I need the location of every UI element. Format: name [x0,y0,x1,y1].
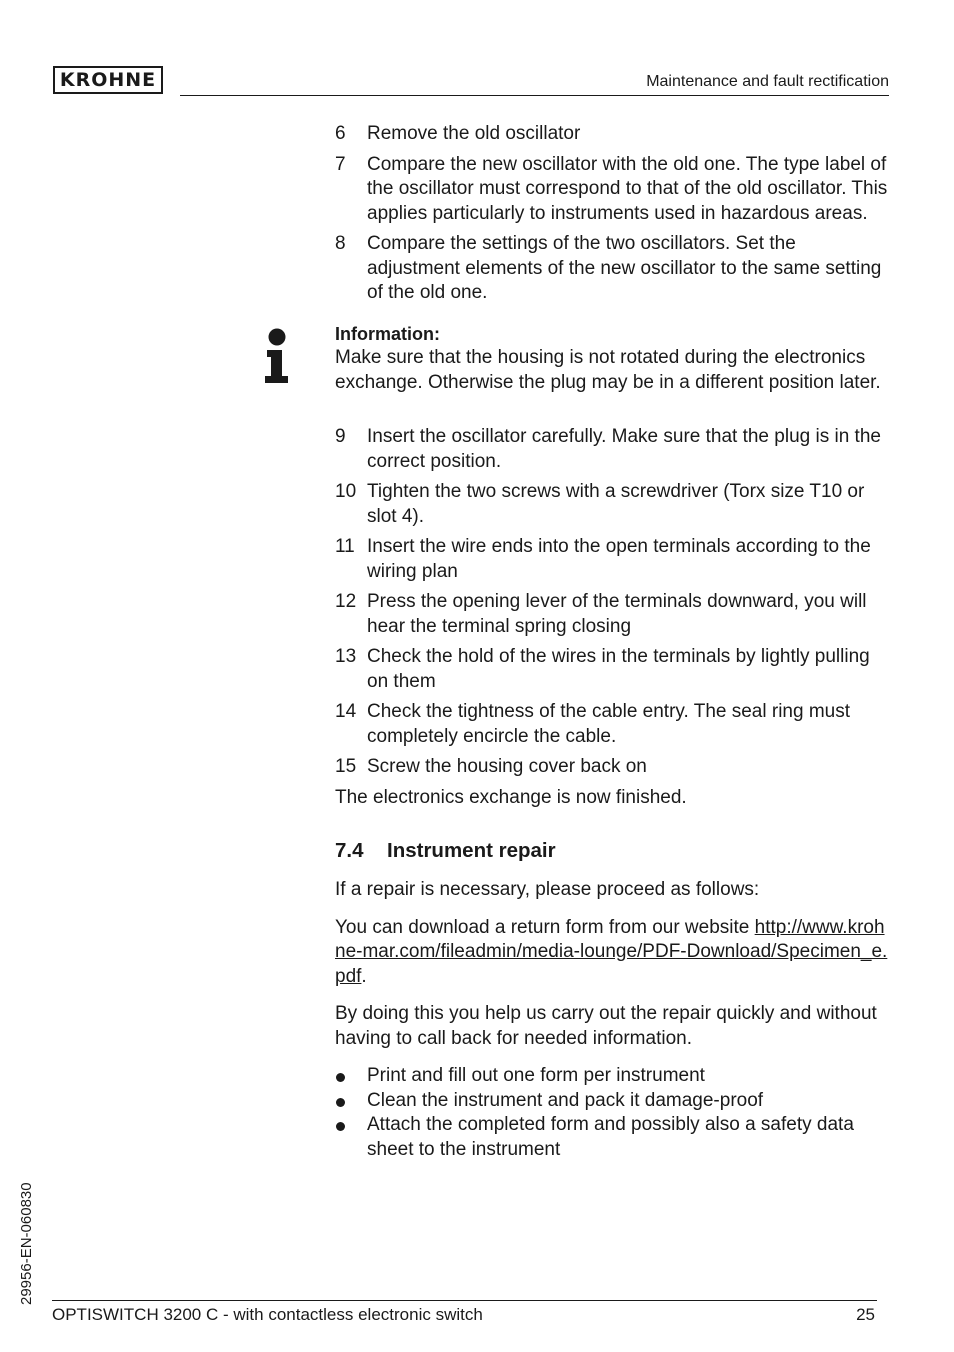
step-text: Screw the housing cover back on [367,756,647,777]
download-paragraph [335,916,891,990]
list-item [335,590,891,639]
download-text: You can download a return form from our website [335,916,755,938]
step-list-a [335,122,891,306]
step-text: Insert the wire ends into the open terminals according to the wiring plan [367,536,871,582]
list-item [335,1064,891,1089]
bullet-icon [335,1064,367,1089]
step-number: 8 [335,233,346,254]
step-number: 12 [335,591,357,612]
step-number: 9 [335,426,346,447]
step-number: 14 [335,701,357,722]
step-text: Tighten the two screws with a screwdriver (Torx size T10 or slot 4). [367,481,865,527]
step-text: Check the hold of the wires in the terminals by lightly pulling on them [367,646,870,692]
step-number: 11 [335,536,355,557]
info-icon [263,328,291,384]
help-text: By doing this you help us carry out the repair quickly and without having to call back for needed information. [335,1003,877,1049]
bullet-text: Attach the completed form and possibly also a safety data sheet to the instrument [367,1114,854,1160]
list-item [335,480,891,529]
list-item [335,755,891,780]
info-text: Make sure that the housing is not rotated during the electronics exchange. Otherwise the plug may be in a different position later. [335,347,881,393]
bullet-icon [335,1113,367,1162]
list-item [335,535,891,584]
download-end: . [361,965,367,987]
section-heading [335,838,891,864]
main-content [335,122,891,1162]
list-item [335,122,891,147]
step-text: Remove the old oscillator [367,123,581,144]
footer-product: OPTISWITCH 3200 C - with contactless electronic switch [52,1305,483,1324]
bullet-list [335,1064,891,1162]
step-number: 15 [335,756,357,777]
krohne-logo: KROHNE [53,66,163,94]
repair-intro: If a repair is necessary, please proceed as follows: [335,879,760,900]
step-list-b [335,425,891,780]
step-number: 6 [335,123,346,144]
bullet-text: Print and fill out one form per instrument [367,1065,705,1086]
bullet-icon [335,1089,367,1114]
header-section-title: Maintenance and fault rectification [646,73,889,90]
information-box [335,322,891,396]
step-number: 7 [335,153,346,175]
step-text: Check the tightness of the cable entry. The seal ring must completely encircle the cable. [367,701,850,747]
step-text: Press the opening lever of the terminals downward, you will hear the terminal spring closing [367,591,867,637]
info-title: Information: [335,323,440,344]
section-title: Instrument repair [387,839,556,862]
section-number: 7.4 [335,839,364,862]
list-item [335,425,891,474]
list-item [335,645,891,694]
page-number: 25 [856,1305,875,1324]
list-item [335,232,891,306]
step-text: Compare the new oscillator with the old one. The type label of the oscillator must correspond to that of the old oscillator. This applies particularly to instruments used in hazardous areas. [367,153,888,224]
document-code: 29956-EN-060830 [18,1182,35,1305]
list-item [335,153,891,227]
return-form-link[interactable]: http://www.krohne-mar.com/fileadmin/media-lounge/PDF-Download/Specimen_e.pdf [335,916,888,987]
header-divider [180,95,889,96]
bullet-text: Clean the instrument and pack it damage-proof [367,1089,764,1111]
step-text: Insert the oscillator carefully. Make sure that the plug is in the correct position. [367,426,881,472]
list-item [335,1089,891,1114]
step-number: 10 [335,481,357,502]
finished-text: The electronics exchange is now finished. [335,786,687,808]
step-text: Compare the settings of the two oscillators. Set the adjustment elements of the new oscillator to the same setting of the old one. [367,233,882,303]
footer-divider [52,1300,877,1301]
list-item [335,1113,891,1162]
step-number: 13 [335,646,357,667]
list-item [335,700,891,749]
